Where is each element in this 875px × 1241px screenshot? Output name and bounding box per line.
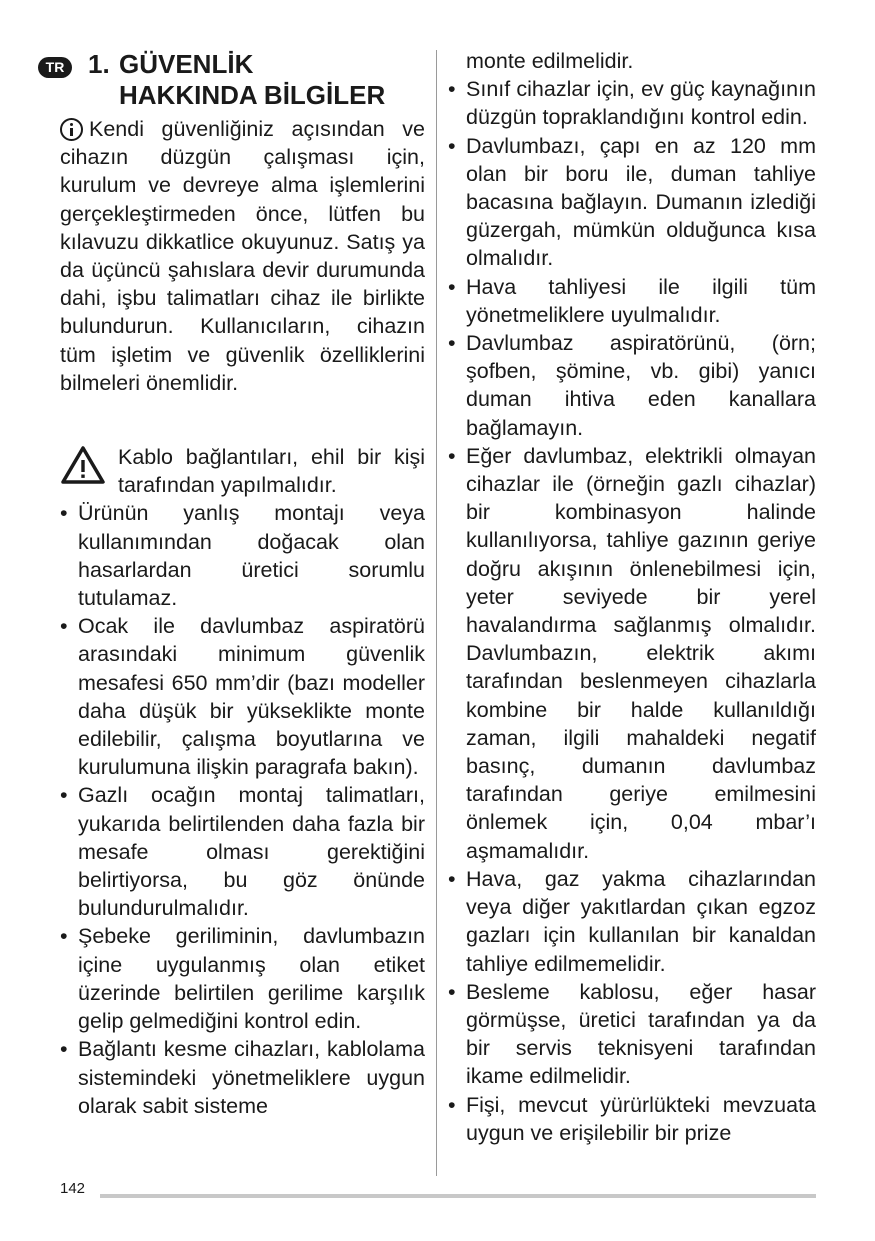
bullet-item: • Hava, gaz yakma cihazlarından veya diğer yakıtlardan çıkan egzoz gazları için kullanılan bir kanaldan tahliye edilmemelidir. xyxy=(448,865,816,978)
left-bullet-list xyxy=(60,499,425,1119)
page-number: 142 xyxy=(60,1180,86,1197)
intro-paragraph: Kendi güvenliğiniz açısından ve cihazın düzgün çalışması için, kurulum ve devreye alma işlemlerini gerçekleştirmeden önce, lütfen bu kılavuzu dikkatlice okuyunuz. Satış ya da üçüncü şahıslara devir durumunda dahi, işbu talimatları cihaz ile birlikte bulundurun. Kullanıcıların, cihazın tüm işletim ve güvenlik özelliklerini bilmeleri önemlidir. xyxy=(60,117,425,395)
bullet-item: • Davlumbaz aspiratörünü, (örn; şofben, şömine, vb. gibi) yanıcı duman ihtiva eden kanallara bağlamayın. xyxy=(448,329,816,442)
bullet-item: • Besleme kablosu, eğer hasar görmüşse, üretici tarafından ya da bir servis teknisyeni tarafından ikame edilmelidir. xyxy=(448,978,816,1091)
bullet-item: • Şebeke geriliminin, davlumbazın içine uygulanmış olan etiket üzerinde belirtilen gerilime karşılık gelip gelmediğini kontrol edin. xyxy=(60,922,425,1035)
bullet-item: • Hava tahliyesi ile ilgili tüm yönetmeliklere uyulmalıdır. xyxy=(448,273,816,329)
continuation-text: monte edilmelidir. xyxy=(466,49,634,73)
bullet-item: • Sınıf cihazlar için, ev güç kaynağının düzgün topraklandığını kontrol edin. xyxy=(448,75,816,131)
bullet-item: • Bağlantı kesme cihazları, kablolama sistemindeki yönetmeliklere uygun olarak sabit sisteme xyxy=(60,1035,425,1120)
warning-triangle-icon xyxy=(60,445,106,485)
right-bullet-list xyxy=(448,75,816,1147)
warning-block xyxy=(60,443,425,499)
section-heading xyxy=(88,49,428,111)
bullet-item: • Gazlı ocağın montaj talimatları, yukarıda belirtilenden daha fazla bir mesafe olması gerektiğini belirtiyorsa, bu göz önünde bulundurulmalıdır. xyxy=(60,781,425,922)
language-badge: TR xyxy=(38,57,72,78)
right-column xyxy=(448,47,816,1147)
intro-block xyxy=(60,115,425,397)
left-column xyxy=(60,115,425,1120)
bullet-item: • Ürünün yanlış montajı veya kullanımından doğacak olan hasarlardan üretici sorumlu tutulamaz. xyxy=(60,499,425,612)
info-circle-icon xyxy=(60,118,83,141)
bullet-item: • Eğer davlumbaz, elektrikli olmayan cihazlar ile (örneğin gazlı cihazlar) bir kombinasyon halinde kullanılıyorsa, tahliye gazının geriye doğru akışının önlenebilmesi için, yeter seviyede bir yerel havalandırma sağlanmış olmalıdır. Davlumbazın, elektrik akımı tarafından beslenmeyen cihazlarla kombine bir halde kullanıldığı zaman, ilgili mahaldeki negatif basınç, dumanın davlumbaz tarafından geriye emilmesini önlemek için, 0,04 mbar’ı aşmamalıdır. xyxy=(448,442,816,865)
section-title-line-1: GÜVENLİK xyxy=(119,49,254,79)
column-divider xyxy=(436,50,437,1176)
section-title-line-2: HAKKINDA BİLGİLER xyxy=(119,80,386,110)
bullet-item: • Ocak ile davlumbaz aspiratörü arasındaki minimum güvenlik mesafesi 650 mm’dir (bazı modeller daha düşük bir yükseklikte monte edilebilir, çalışma boyutlarına ve kurulumuna ilişkin paragrafa bakın). xyxy=(60,612,425,781)
bullet-item: • Fişi, mevcut yürürlükteki mevzuata uygun ve erişilebilir bir prize xyxy=(448,1091,816,1147)
footer-rule xyxy=(100,1194,816,1198)
bullet-item: • Davlumbazı, çapı en az 120 mm olan bir boru ile, duman tahliye bacasına bağlayın. Dumanın izlediği güzergah, mümkün olduğunca kısa olmalıdır. xyxy=(448,132,816,273)
section-number: 1. xyxy=(88,49,110,79)
warning-text: Kablo bağlantıları, ehil bir kişi tarafından yapılmalıdır. xyxy=(118,445,425,498)
